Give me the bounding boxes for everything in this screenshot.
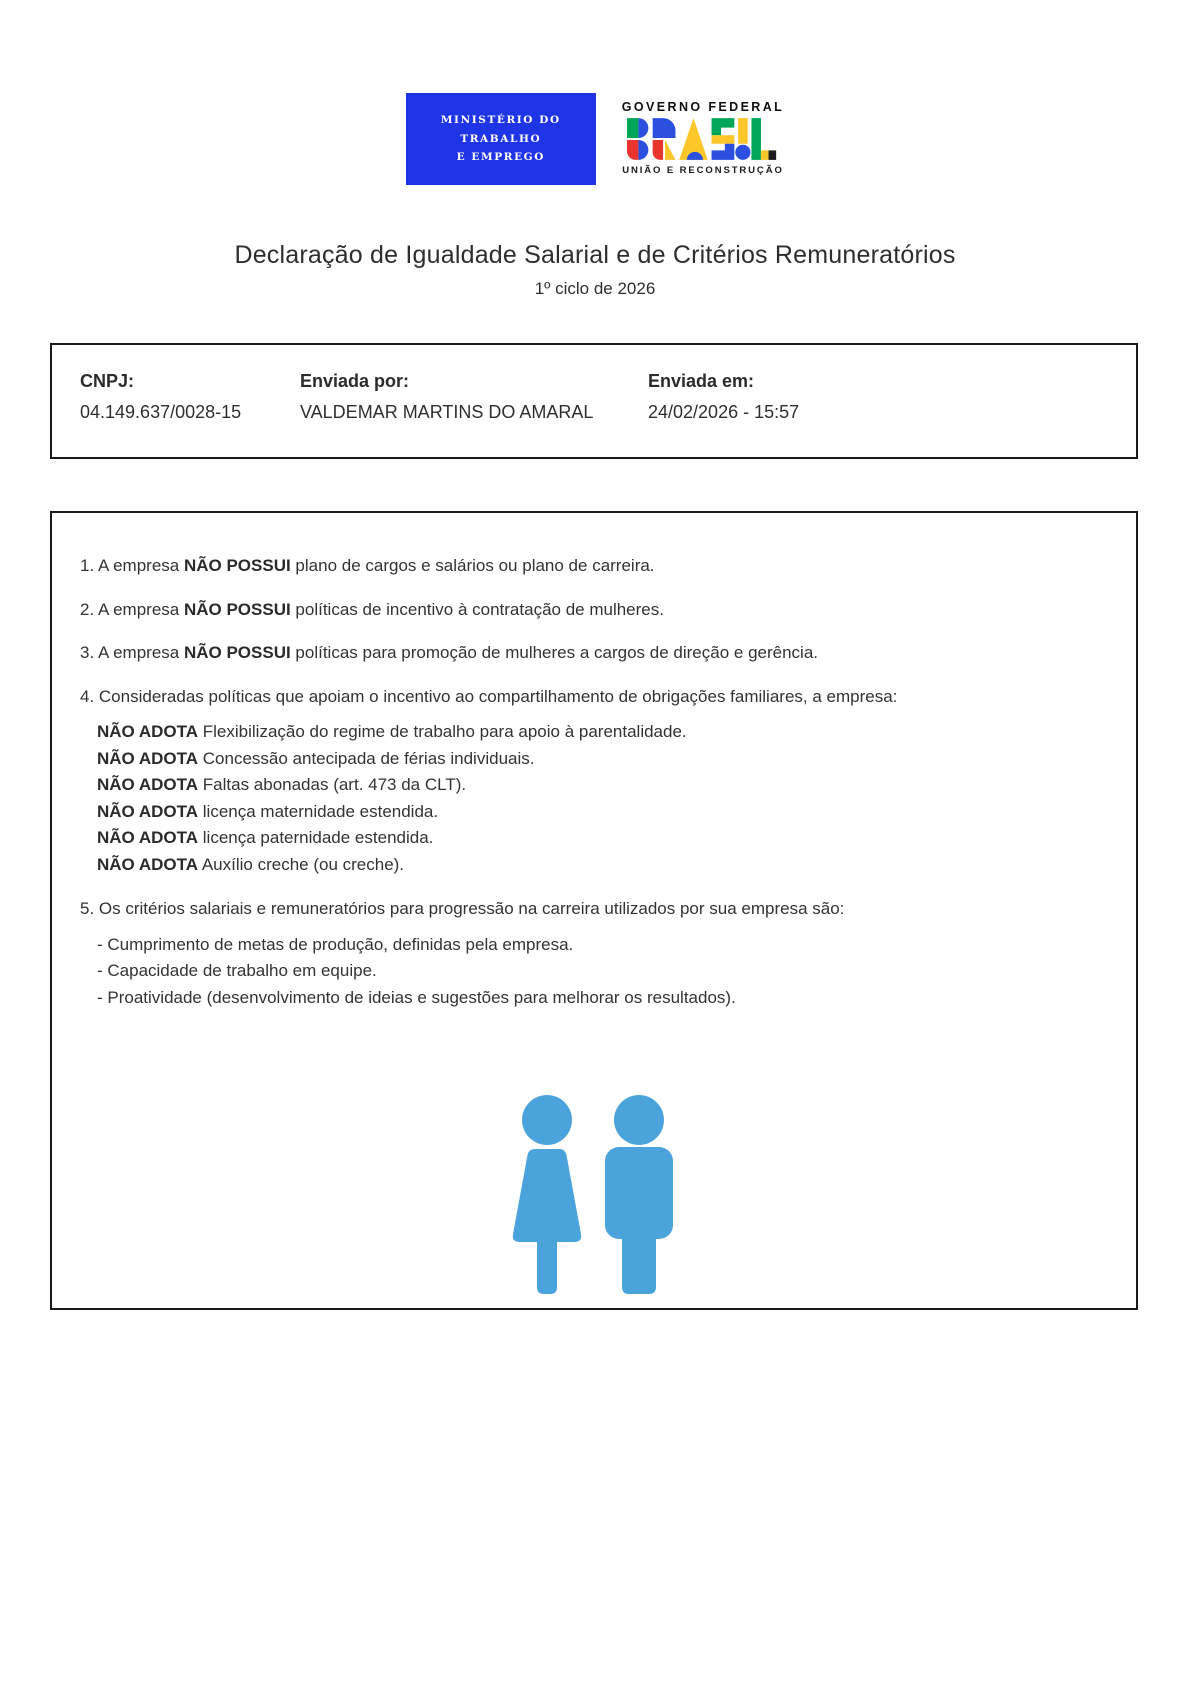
declaration-item: 3. A empresa NÃO POSSUI políticas para promoção de mulheres a cargos de direção e gerência. xyxy=(80,643,819,662)
submission-info-box xyxy=(50,343,1138,459)
declaration-subitem: NÃO ADOTA licença maternidade estendida. xyxy=(97,801,439,821)
governo-federal-label: GOVERNO FEDERAL xyxy=(621,100,785,114)
declaration-subitem: NÃO ADOTA Faltas abonadas (art. 473 da CLT). xyxy=(97,775,467,795)
declaration-subitem: NÃO ADOTA Concessão antecipada de férias individuais. xyxy=(97,748,535,768)
ministry-logo-line: MINISTÉRIO DO xyxy=(440,114,561,127)
declaration-subitem: - Capacidade de trabalho em equipe. xyxy=(97,961,377,981)
declaration-subitem: NÃO ADOTA Flexibilização do regime de trabalho para apoio à parentalidade. xyxy=(97,722,687,741)
sent-at-field xyxy=(648,371,1108,423)
declaration-subitem: - Proatividade (desenvolvimento de ideias e sugestões para melhorar os resultados). xyxy=(97,987,736,1007)
page-title: Declaração de Igualdade Salarial e de Critérios Remuneratórios xyxy=(234,241,956,269)
declaration-item: 5. Os critérios salariais e remuneratórios para progressão na carreira utilizados por sua empresa são: xyxy=(80,899,845,919)
uniao-reconstrucao-label: UNIÃO E RECONSTRUÇÃO xyxy=(622,165,784,176)
declaration-subitem: NÃO ADOTA licença paternidade estendida. xyxy=(97,828,434,848)
header xyxy=(0,0,1190,185)
sent-by-field xyxy=(300,371,648,423)
female-male-pictogram-icon xyxy=(501,1095,685,1295)
sent-at-value: 24/02/2026 - 15:57 xyxy=(648,402,800,422)
sent-at-label: Enviada em: xyxy=(648,371,755,391)
declaration-item: 1. A empresa NÃO POSSUI plano de cargos e salários ou plano de carreira. xyxy=(80,556,655,575)
ministry-logo xyxy=(406,93,596,185)
page-subtitle: 1º ciclo de 2026 xyxy=(534,279,656,298)
declaration-box xyxy=(50,511,1138,1310)
declaration-item: 2. A empresa NÃO POSSUI políticas de incentivo à contratação de mulheres. xyxy=(80,599,664,619)
declaration-list xyxy=(80,553,1106,1011)
brasil-logo-icon xyxy=(627,118,779,160)
declaration-subitem: NÃO ADOTA Auxílio creche (ou creche). xyxy=(97,854,405,874)
declaration-sublist xyxy=(97,932,1106,1012)
ministry-logo-line: E EMPREGO xyxy=(456,151,546,164)
declaration-item: 4. Consideradas políticas que apoiam o incentivo ao compartilhamento de obrigações familiares, a empresa: xyxy=(80,686,898,706)
sent-by-value: VALDEMAR MARTINS DO AMARAL xyxy=(300,402,594,422)
cnpj-field xyxy=(80,371,300,423)
declaration-subitem: - Cumprimento de metas de produção, definidas pela empresa. xyxy=(97,934,574,954)
pictogram-wrap xyxy=(80,1095,1106,1295)
ministry-logo-line: TRABALHO xyxy=(460,132,542,145)
sent-by-label: Enviada por: xyxy=(300,371,410,391)
cnpj-label: CNPJ: xyxy=(80,371,135,391)
governo-federal-logo xyxy=(622,93,784,176)
cnpj-value: 04.149.637/0028-15 xyxy=(80,402,242,422)
declaration-sublist xyxy=(97,719,1106,878)
